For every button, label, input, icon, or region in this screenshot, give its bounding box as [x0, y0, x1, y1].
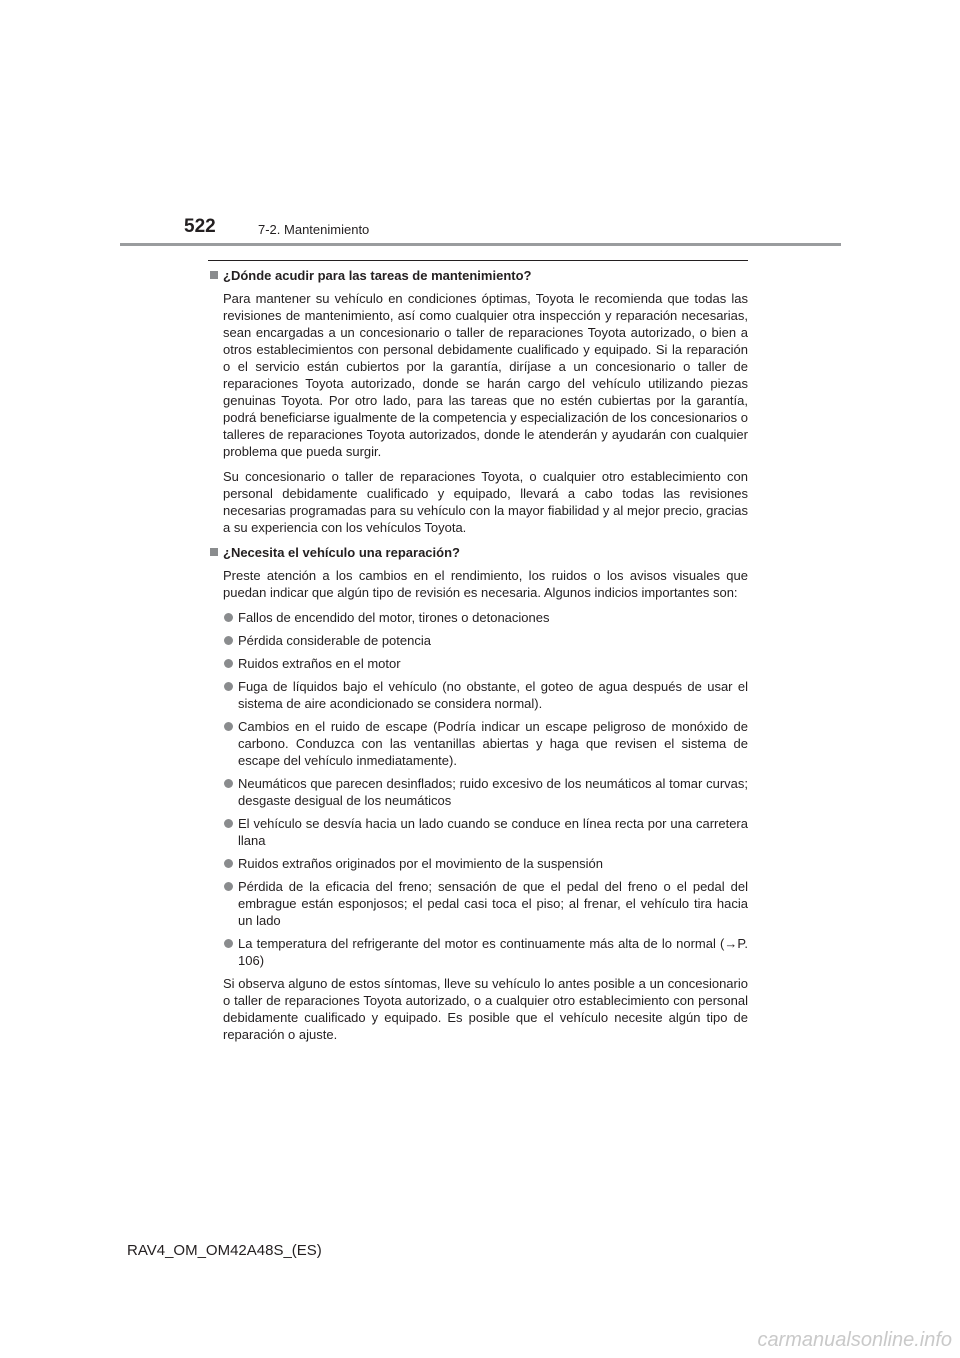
circle-bullet-icon — [224, 882, 233, 891]
page-number: 522 — [184, 216, 216, 237]
list-item-text: Pérdida considerable de potencia — [238, 633, 431, 648]
circle-bullet-icon — [224, 939, 233, 948]
header-rule — [120, 243, 841, 246]
list-item — [223, 775, 748, 809]
square-bullet-icon — [210, 548, 218, 556]
circle-bullet-icon — [224, 722, 233, 731]
paragraph: Preste atención a los cambios en el rendimiento, los ruidos o los avisos visuales que puedan indicar que algún tipo de revisión es necesaria. Algunos indicios importantes son: — [223, 568, 748, 600]
list-item-text: Pérdida de la eficacia del freno; sensación de que el pedal del freno o el pedal del embrague están esponjosos; el pedal casi toca el piso; al frenar, el vehículo tira hacia un lado — [238, 879, 748, 928]
circle-bullet-icon — [224, 659, 233, 668]
circle-bullet-icon — [224, 613, 233, 622]
list-item — [223, 855, 748, 872]
watermark: carmanualsonline.info — [757, 1329, 952, 1351]
section-rule — [208, 260, 748, 261]
list-item — [223, 632, 748, 649]
list-item-text: Cambios en el ruido de escape (Podría indicar un escape peligroso de monóxido de carbono. Conduzca con las ventanillas abiertas y haga que revisen el sistema de escape del vehículo inmediatamente). — [238, 719, 748, 768]
list-item — [223, 609, 748, 626]
list-item-text: El vehículo se desvía hacia un lado cuando se conduce en línea recta por una carretera llana — [238, 816, 748, 848]
section-heading-maintenance — [208, 267, 748, 284]
square-bullet-icon — [210, 271, 218, 279]
heading-text: ¿Dónde acudir para las tareas de mantenimiento? — [223, 268, 532, 283]
paragraph-closing: Si observa alguno de estos síntomas, lleve su vehículo lo antes posible a un concesionario o taller de reparaciones Toyota autorizado, o a cualquier otro establecimiento con personal debidamente cualificado y equipado. Es posible que el vehículo necesite algún tipo de reparación o ajuste. — [223, 976, 748, 1042]
list-item — [223, 678, 748, 712]
circle-bullet-icon — [224, 636, 233, 645]
list-item-text: Fuga de líquidos bajo el vehículo (no obstante, el goteo de agua después de usar el sistema de aire acondicionado se considera normal). — [238, 679, 748, 711]
circle-bullet-icon — [224, 819, 233, 828]
list-item — [223, 935, 748, 969]
list-item-text: Ruidos extraños en el motor — [238, 656, 401, 671]
circle-bullet-icon — [224, 779, 233, 788]
main-content — [208, 267, 748, 1051]
list-item — [223, 718, 748, 769]
list-item — [223, 878, 748, 929]
document-code: RAV4_OM_OM42A48S_(ES) — [127, 1242, 322, 1259]
paragraph: Para mantener su vehículo en condiciones óptimas, Toyota le recomienda que todas las revisiones de mantenimiento, así como cualquier otra inspección y reparación necesarias, sean encargadas a un concesionario o taller de reparaciones Toyota autorizado, o bien a otros establecimientos con personal debidamente cualificado y equipado. Si la reparación o el servicio están cubiertos por la garantía, diríjase a un concesionario o taller de reparaciones Toyota autorizado, donde se harán cargo del vehículo utilizando piezas genuinas Toyota. Por otro lado, para las tareas que no estén cubiertas por la garantía, podrá beneficiarse igualmente de la competencia y especialización de los concesionarios o talleres de reparaciones Toyota autorizados, donde le atenderán y ayudarán con cualquier problema que pueda surgir. — [223, 291, 748, 459]
list-item-text: La temperatura del refrigerante del motor es continuamente más alta de lo normal (→P. 106) — [238, 936, 748, 968]
section-heading-repair — [208, 544, 748, 561]
heading-text: ¿Necesita el vehículo una reparación? — [223, 545, 460, 560]
list-item-text: Ruidos extraños originados por el movimiento de la suspensión — [238, 856, 603, 871]
circle-bullet-icon — [224, 859, 233, 868]
list-item-text: Fallos de encendido del motor, tirones o detonaciones — [238, 610, 550, 625]
paragraph: Su concesionario o taller de reparaciones Toyota, o cualquier otro establecimiento con personal debidamente cualificado y equipado, llevará a cabo todas las revisiones necesarias programadas para su vehículo con la mayor fiabilidad y al mejor precio, gracias a su experiencia con los vehículos Toyota. — [223, 469, 748, 535]
circle-bullet-icon — [224, 682, 233, 691]
list-item — [223, 815, 748, 849]
list-item-text: Neumáticos que parecen desinflados; ruido excesivo de los neumáticos al tomar curvas; desgaste desigual de los neumáticos — [238, 776, 748, 808]
list-item — [223, 655, 748, 672]
running-head: 7-2. Mantenimiento — [258, 222, 370, 237]
